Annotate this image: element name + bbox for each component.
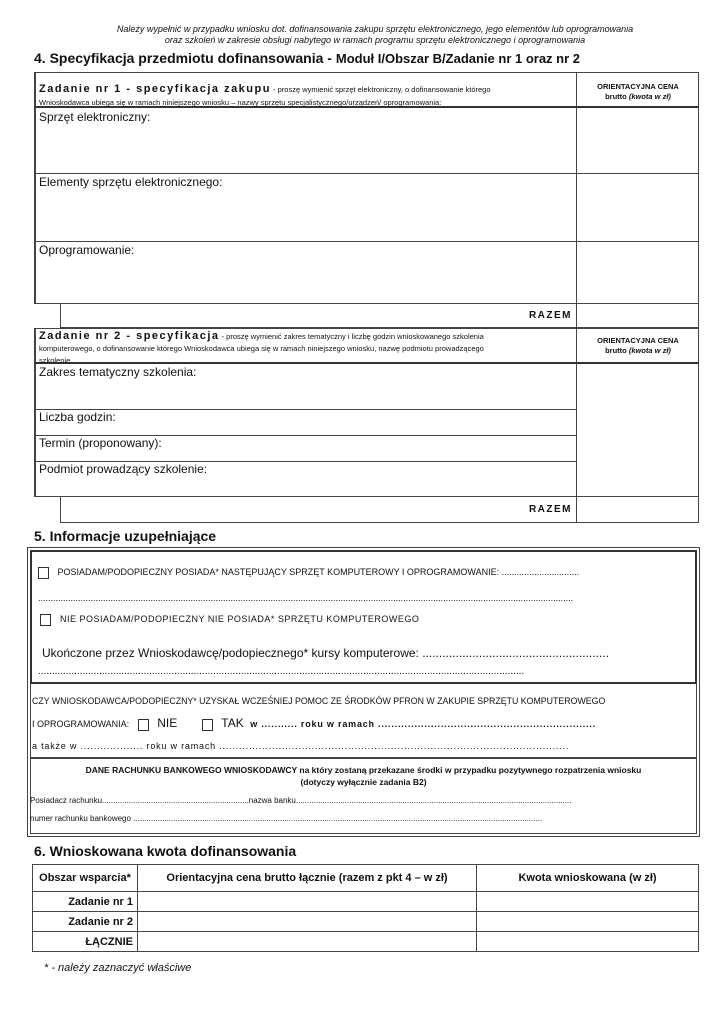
cell-cena-zadanie1[interactable] <box>138 892 477 912</box>
header-obszar: Obszar wsparcia* <box>33 865 138 892</box>
row-label-zadanie2: Zadanie nr 2 <box>33 912 138 932</box>
kursy-dots: ............................................................................................................................................................................... <box>38 666 525 677</box>
row-label-zadanie1: Zadanie nr 1 <box>33 892 138 912</box>
table-row <box>33 932 699 952</box>
row-label-lacznie: ŁĄCZNIE <box>33 932 138 952</box>
tak-checkbox[interactable] <box>202 719 213 731</box>
section4-title: 4. Specyfikacja przedmiotu dofinansowania - Moduł I/Obszar B/Zadanie nr 1 oraz nr 2 <box>34 50 581 66</box>
top-note-line1: Należy wypełnić w przypadku wniosku dot. dofinansowania zakupu sprzętu elektronicznego, jego elementów lub oprogramowania <box>116 24 634 34</box>
field-oprogramowanie: Oprogramowanie: <box>39 243 135 257</box>
pomoc-line2: I OPROGRAMOWANIA: NIE TAK w ........... roku w ramach .................................................................. <box>32 716 596 730</box>
field-elementy: Elementy sprzętu elektronicznego: <box>39 175 223 189</box>
task1-header: Zadanie nr 1 - specyfikacja zakupu - proszę wymienić sprzęt elektroniczny, o dofinansowanie którego Wnioskodawca ubiega się w ramach niniejszego wniosku – nazwy sprzętu specjalistycznego/urządzeń/ oprogramowania: <box>35 74 576 108</box>
field-sprzet: Sprzęt elektroniczny: <box>39 110 151 124</box>
nie-posiadam-row: NIE POSIADAM/PODOPIECZNY NIE POSIADA* SPRZĘTU KOMPUTEROWEGO <box>40 614 419 626</box>
task2-price-header: ORIENTACYJNA CENA brutto (kwota w zł) <box>576 328 699 364</box>
cell-kwota-zadanie1[interactable] <box>477 892 699 912</box>
posiadam-checkbox[interactable] <box>38 567 49 579</box>
cell-cena-lacznie[interactable] <box>138 932 477 952</box>
footnote: * - należy zaznaczyć właściwe <box>44 962 192 974</box>
task1-total-label: RAZEM <box>528 310 572 321</box>
field-podmiot: Podmiot prowadzący szkolenie: <box>39 462 208 476</box>
header-kwota: Kwota wnioskowana (w zł) <box>477 865 699 892</box>
section6-title: 6. Wnioskowana kwota dofinansowania <box>34 843 297 859</box>
field-termin: Termin (proponowany): <box>39 436 162 450</box>
posiadacz-rachunku: Posiadacz rachunku..................................................................nazwa banku............................................................................................................................ <box>30 796 572 805</box>
posiadam-row: POSIADAM/PODOPIECZNY POSIADA* NASTĘPUJĄCY SPRZĘT KOMPUTEROWY I OPROGRAMOWANIE: ............................... <box>38 567 579 579</box>
field-liczba-godzin: Liczba godzin: <box>39 410 116 424</box>
kursy-label: Ukończone przez Wnioskodawcę/podopiecznego* kursy komputerowe: ........................................................ <box>42 646 609 660</box>
top-note-line2: oraz szkoleń w zakresie obsługi nabytego w ramach programu sprzętu elektronicznego i oprogramowania <box>164 35 586 45</box>
nie-checkbox[interactable] <box>138 719 149 731</box>
table-header-row <box>33 865 699 892</box>
task2-total-label: RAZEM <box>528 504 572 515</box>
cell-kwota-lacznie[interactable] <box>477 932 699 952</box>
task1-price-header: ORIENTACYJNA CENA brutto (kwota w zł) <box>576 72 699 108</box>
bank-header: DANE RACHUNKU BANKOWEGO WNIOSKODAWCY na który zostaną przekazane środki w przypadku pozytywnego rozpatrzenia wniosku (dotyczy wyłącznie zadania B2) <box>85 765 642 787</box>
posiadam-dots: ...................................................................................................................................................................................................................... <box>38 593 574 603</box>
pomoc-line3: a także w ................... roku w ramach .......................................................................................................... <box>32 741 570 751</box>
cell-kwota-zadanie2[interactable] <box>477 912 699 932</box>
table-row <box>33 912 699 932</box>
table-row <box>33 892 699 912</box>
cell-cena-zadanie2[interactable] <box>138 912 477 932</box>
numer-rachunku: numer rachunku bankowego ........................................................................................................................................................................................ <box>30 814 543 823</box>
field-zakres: Zakres tematyczny szkolenia: <box>39 365 197 379</box>
header-cena: Orientacyjna cena brutto łącznie (razem z pkt 4 – w zł) <box>138 865 477 892</box>
task2-header: Zadanie nr 2 - specyfikacja - proszę wymienić zakres tematyczny i liczbę godzin wnioskowanego szkolenia komputerowego, o dofinansowanie którego Wnioskodawca ubiega się w ramach niniejszego wniosku, nazwę podmiotu prowadzącego szkolenie <box>35 329 576 364</box>
section6-table <box>32 864 699 952</box>
section5-title: 5. Informacje uzupełniające <box>34 528 217 544</box>
pomoc-line1: CZY WNIOSKODAWCA/PODOPIECZNY* UZYSKAŁ WCZEŚNIEJ POMOC ZE ŚRODKÓW PFRON W ZAKUPIE SPRZĘTU KOMPUTEROWEGO <box>32 696 606 706</box>
nie-posiadam-checkbox[interactable] <box>40 614 51 626</box>
